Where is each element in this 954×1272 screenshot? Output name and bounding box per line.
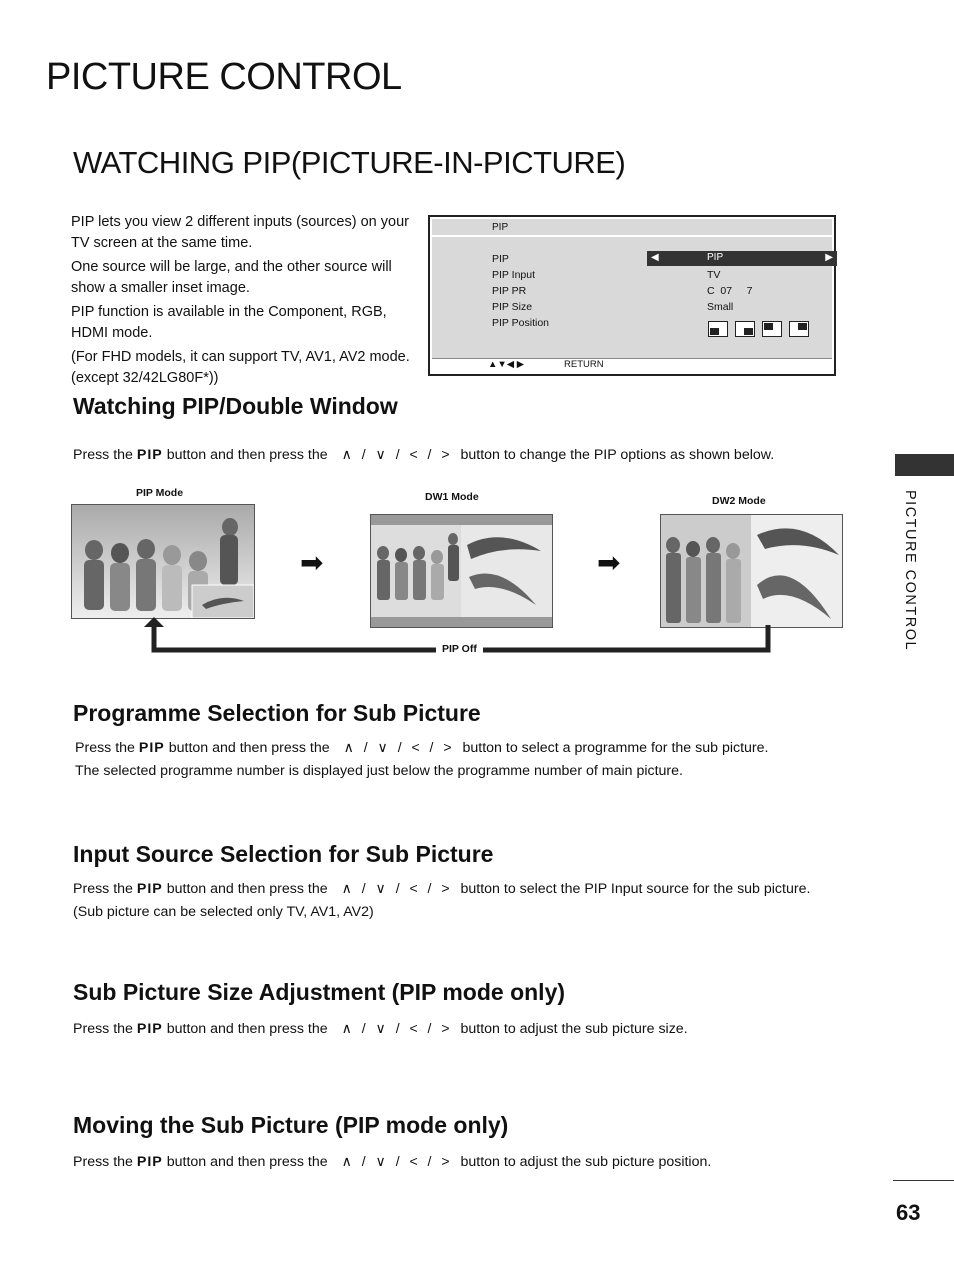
pip-osd-menu [428, 215, 836, 376]
side-tab-marker [895, 454, 954, 476]
pip-mode-label: PIP Mode [136, 487, 184, 499]
right-arrow-icon: ▶ [825, 252, 833, 263]
osd-value-pip: PIP [707, 252, 724, 263]
osd-value-input: TV [707, 269, 721, 281]
programme-title: Programme Selection for Sub Picture [73, 700, 481, 726]
arrow-keys-icon: ∧ / ∨ / < / > [341, 1153, 453, 1169]
programme-instruction: Press the PIP button and then press the ∧ / ∨ / < / > button to select a programme for the sub picture. [75, 739, 769, 756]
moving-title: Moving the Sub Picture (PIP mode only) [73, 1112, 509, 1138]
pip-off-label: PIP Off [436, 643, 483, 655]
page-number: 63 [896, 1200, 921, 1225]
pip-key: PIP [138, 740, 165, 756]
pip-key: PIP [136, 881, 163, 897]
section-title: WATCHING PIP(PICTURE-IN-PICTURE) [73, 145, 626, 180]
input-instruction: Press the PIP button and then press the ∧ / ∨ / < / > button to select the PIP Input source for the sub picture. [73, 880, 811, 897]
arrow-keys-icon: ∧ / ∨ / < / > [343, 739, 455, 755]
dw2-mode-label: DW2 Mode [712, 495, 766, 507]
double-window-instruction: Press the PIP button and then press the ∧ / ∨ / < / > button to change the PIP options as shown below. [73, 446, 775, 463]
side-tab-label: PICTURE CONTROL [902, 490, 918, 652]
osd-panel [432, 219, 832, 372]
arrow-keys-icon: ∧ / ∨ / < / > [341, 1020, 453, 1036]
arrow-keys-icon: ∧ / ∨ / < / > [341, 446, 453, 462]
intro-paragraph: PIP function is available in the Component, RGB, HDMI mode. [71, 304, 387, 341]
dw2-mode-image [660, 514, 843, 628]
size-title: Sub Picture Size Adjustment (PIP mode only) [73, 979, 566, 1005]
programme-note: The selected programme number is displayed just below the programme number of main picture. [75, 763, 683, 779]
pip-mode-image [71, 504, 255, 619]
osd-row-pip: PIP [492, 253, 509, 265]
osd-row-pip-pr: PIP PR [492, 285, 527, 297]
flow-arrow-1: ➡ [300, 547, 324, 578]
position-top-left-icon [762, 321, 782, 337]
osd-divider [432, 235, 832, 237]
dw1-mode-label: DW1 Mode [425, 491, 479, 503]
position-top-right-icon [789, 321, 809, 337]
osd-row-pip-size: PIP Size [492, 301, 533, 313]
pip-key: PIP [136, 1154, 163, 1170]
pip-key: PIP [136, 447, 163, 463]
osd-row-pip-input: PIP Input [492, 269, 536, 281]
pip-key: PIP [136, 1021, 163, 1037]
osd-value-pr: C 07 7 [707, 285, 753, 297]
intro-paragraph: PIP lets you view 2 different inputs (sources) on your TV screen at the same time. [71, 214, 409, 251]
intro-paragraph: One source will be large, and the other source will show a smaller inset image. [71, 259, 392, 296]
intro-text [71, 212, 416, 392]
input-title: Input Source Selection for Sub Picture [73, 841, 494, 867]
osd-footer [432, 358, 832, 372]
nav-arrows-icon: ▲▼◀ ▶ [488, 359, 525, 370]
position-bottom-right-icon [735, 321, 755, 337]
osd-selected-value [647, 251, 837, 266]
osd-row-pip-position: PIP Position [492, 317, 550, 329]
flow-arrow-2: ➡ [597, 547, 621, 578]
left-arrow-icon: ◀ [651, 252, 659, 263]
dw1-mode-image [370, 514, 553, 628]
return-label: RETURN [564, 359, 604, 370]
input-note: (Sub picture can be selected only TV, AV1, AV2) [73, 904, 374, 920]
moving-instruction: Press the PIP button and then press the ∧ / ∨ / < / > button to adjust the sub picture position. [73, 1153, 712, 1170]
intro-paragraph: (For FHD models, it can support TV, AV1, AV2 mode.(except 32/42LG80F*)) [71, 349, 410, 386]
page-title: PICTURE CONTROL [46, 56, 402, 98]
size-instruction: Press the PIP button and then press the ∧ / ∨ / < / > button to adjust the sub picture size. [73, 1020, 688, 1037]
position-bottom-left-icon [708, 321, 728, 337]
osd-value-size: Small [707, 301, 734, 313]
osd-title: PIP [492, 222, 509, 233]
double-window-title: Watching PIP/Double Window [73, 393, 398, 419]
arrow-keys-icon: ∧ / ∨ / < / > [341, 880, 453, 896]
page-number-rule [893, 1180, 954, 1181]
